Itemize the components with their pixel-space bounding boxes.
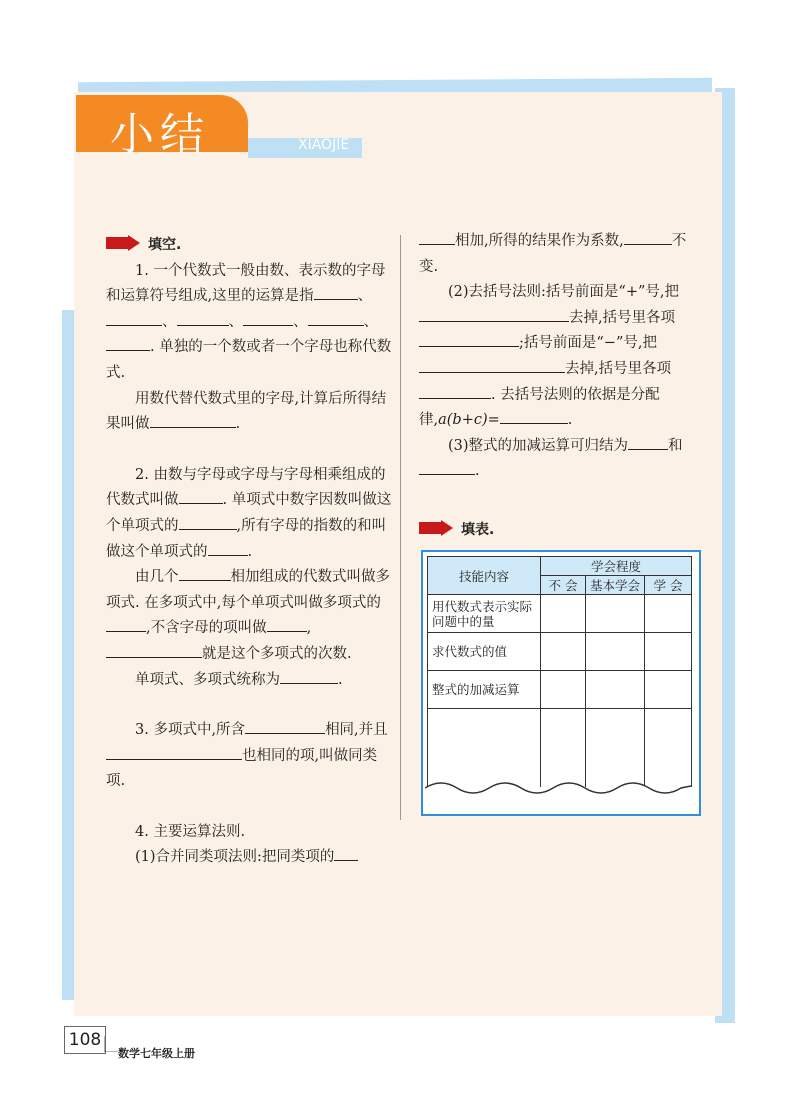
cell[interactable] (586, 633, 645, 671)
blank[interactable] (245, 719, 325, 734)
blank[interactable] (150, 413, 236, 428)
blank[interactable] (419, 460, 475, 475)
cell[interactable] (586, 709, 645, 787)
section2-heading-row (419, 518, 494, 544)
left-column (106, 233, 392, 871)
q1-text: 1. 一个代数式一般由数、表示数的字母和运算符号组成,这里的运算是指 、、 、 、 、. 单独的一个数或者一个字母也称代数式. (106, 262, 392, 381)
column-divider (400, 235, 401, 820)
blank[interactable] (106, 643, 202, 658)
q4-rule2: (2)去括号法则:括号前面是“+”号,把去掉,括号里各项;括号前面是“−”号,把去掉,括号里各项. 去括号法则的依据是分配律,a(b+c)= . (419, 284, 680, 429)
blank[interactable] (179, 489, 223, 504)
blank[interactable] (106, 617, 146, 632)
blank[interactable] (267, 617, 307, 632)
cell[interactable] (541, 671, 586, 709)
row-label: 用代数式表示实际问题中的量 (428, 595, 541, 633)
cell[interactable] (541, 595, 586, 633)
arrow-icon (106, 235, 140, 251)
blank[interactable] (314, 285, 358, 300)
blank[interactable] (179, 566, 231, 581)
q4-rule1-start: (1)合并同类项法则:把同类项的 (106, 845, 392, 871)
table-row (428, 671, 692, 709)
cell[interactable] (645, 595, 692, 633)
page-number: 108 (64, 1026, 106, 1054)
blank[interactable] (419, 230, 455, 245)
blank[interactable] (106, 336, 150, 351)
blank[interactable] (628, 435, 668, 450)
q2-text: 2. 由数与字母或字母与字母相乘组成的代数式叫做 . 单项式中数字因数叫做这个单项式的 ,所有字母的指数的和叫做这个单项式的 . (106, 466, 392, 560)
q4-title: 4. 主要运算法则. (135, 823, 246, 840)
cell[interactable] (586, 671, 645, 709)
banner-subtitle: XIAOJIE (298, 137, 350, 153)
section-heading-table: 填表. (461, 522, 495, 538)
blank[interactable] (500, 409, 568, 424)
q4-rule3: (3)整式的加减运算可归结为 和. (419, 434, 699, 485)
header-yes: 学 会 (645, 576, 692, 595)
q2-text-3: 单项式、多项式统称为 . (106, 668, 392, 694)
blank[interactable] (208, 541, 248, 556)
q1-text-2: 用数代替代数式里的字母,计算后所得结果叫做 . (106, 390, 387, 433)
cell[interactable] (541, 633, 586, 671)
blank[interactable] (419, 332, 519, 347)
header-skill: 技能内容 (428, 557, 541, 595)
cell[interactable] (645, 633, 692, 671)
cell[interactable] (645, 709, 692, 787)
header-basic: 基本学会 (586, 576, 645, 595)
section-heading-fill: 填空. (148, 237, 182, 253)
blank[interactable] (419, 384, 491, 399)
skills-table (427, 556, 692, 787)
blank[interactable] (334, 846, 358, 861)
cell[interactable] (428, 709, 541, 787)
header-no: 不 会 (541, 576, 586, 595)
torn-edge (425, 776, 691, 800)
q3-text: 3. 多项式中,所含 相同,并且也相同的项,叫做同类项. (106, 718, 392, 795)
blank[interactable] (308, 311, 364, 326)
blank[interactable] (177, 311, 229, 326)
page-tab-corner (104, 1036, 118, 1052)
blank[interactable] (106, 311, 162, 326)
header-level: 学会程度 (541, 557, 692, 576)
blank[interactable] (243, 311, 293, 326)
banner-title: 小结 (110, 109, 210, 160)
blank[interactable] (179, 515, 237, 530)
table-row (428, 595, 692, 633)
right-column (419, 229, 699, 485)
table-row (428, 709, 692, 787)
row-label: 求代数式的值 (428, 633, 541, 671)
blank[interactable] (280, 669, 338, 684)
table-row (428, 633, 692, 671)
blank[interactable] (624, 230, 672, 245)
cell[interactable] (645, 671, 692, 709)
q4-rule1-cont: 相加,所得的结果作为系数, 不变. (419, 229, 699, 280)
row-label: 整式的加减运算 (428, 671, 541, 709)
blank[interactable] (106, 745, 242, 760)
cell[interactable] (586, 595, 645, 633)
q2-text-2: 由几个 相加组成的代数式叫做多项式. 在多项式中,每个单项式叫做多项式的,不含字母的项叫做 ,就是这个多项式的次数. (106, 565, 392, 667)
blank[interactable] (419, 358, 565, 373)
blank[interactable] (419, 307, 569, 322)
arrow-icon (419, 520, 453, 536)
book-title: 数学七年级上册 (118, 1047, 195, 1060)
cell[interactable] (541, 709, 586, 787)
